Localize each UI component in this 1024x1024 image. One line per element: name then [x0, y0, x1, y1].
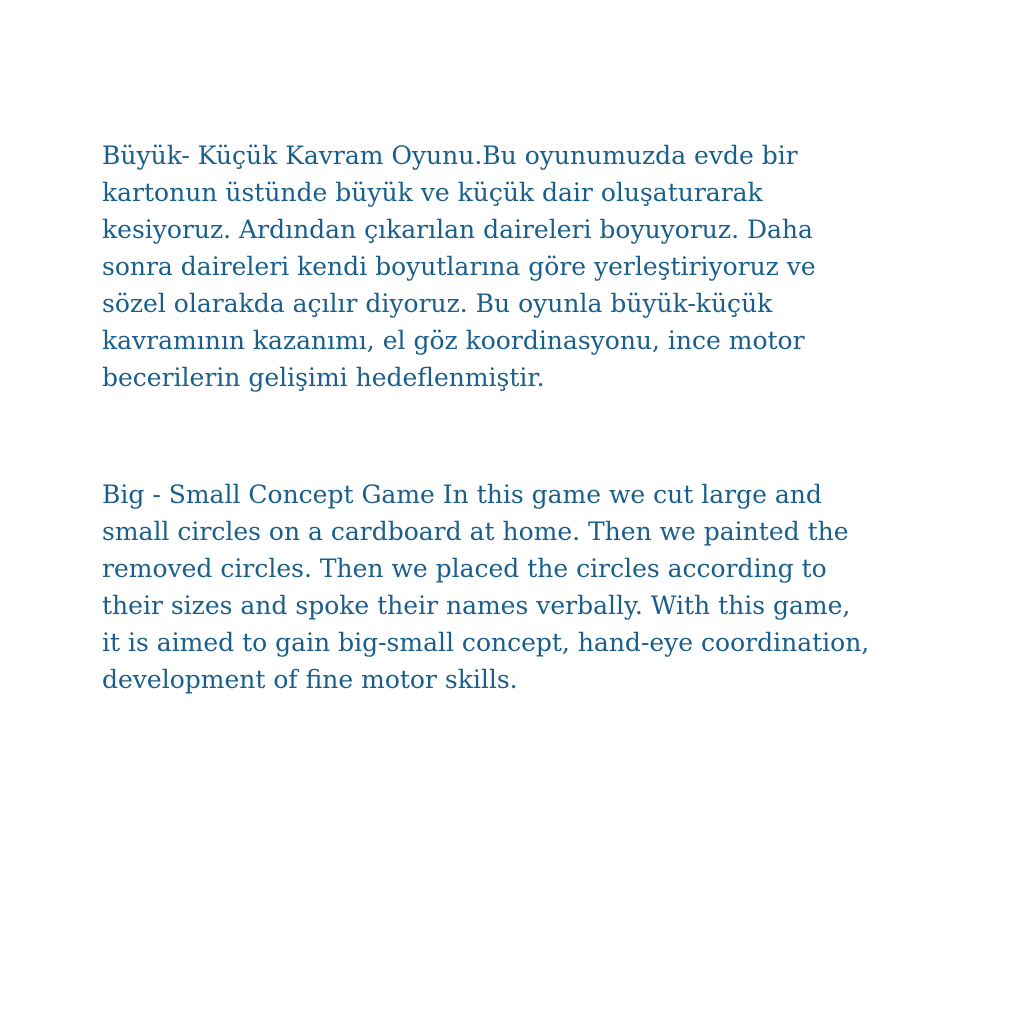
paragraph-line: becerilerin gelişimi hedeflenmiştir. [102, 363, 545, 392]
turkish-paragraph [102, 137, 816, 396]
english-paragraph [102, 476, 869, 698]
paragraph-line: their sizes and spoke their names verbally. With this game, [102, 591, 851, 620]
paragraph-line: Büyük- Küçük Kavram Oyunu.Bu oyunumuzda evde bir [102, 141, 798, 170]
paragraph-line: Big - Small Concept Game In this game we cut large and [102, 480, 822, 509]
paragraph-line: removed circles. Then we placed the circles according to [102, 554, 827, 583]
paragraph-line: small circles on a cardboard at home. Then we painted the [102, 517, 849, 546]
paragraph-line: sözel olarakda açılır diyoruz. Bu oyunla büyük-küçük [102, 289, 773, 318]
paragraph-line: kesiyoruz. Ardından çıkarılan daireleri boyuyoruz. Daha [102, 215, 813, 244]
paragraph-line: kavramının kazanımı, el göz koordinasyonu, ince motor [102, 326, 805, 355]
paragraph-line: development of fine motor skills. [102, 665, 518, 694]
paragraph-line: kartonun üstünde büyük ve küçük dair oluşaturarak [102, 178, 763, 207]
paragraph-line: it is aimed to gain big-small concept, hand-eye coordination, [102, 628, 870, 657]
paragraph-line: sonra daireleri kendi boyutlarına göre yerleştiriyoruz ve [102, 252, 816, 281]
